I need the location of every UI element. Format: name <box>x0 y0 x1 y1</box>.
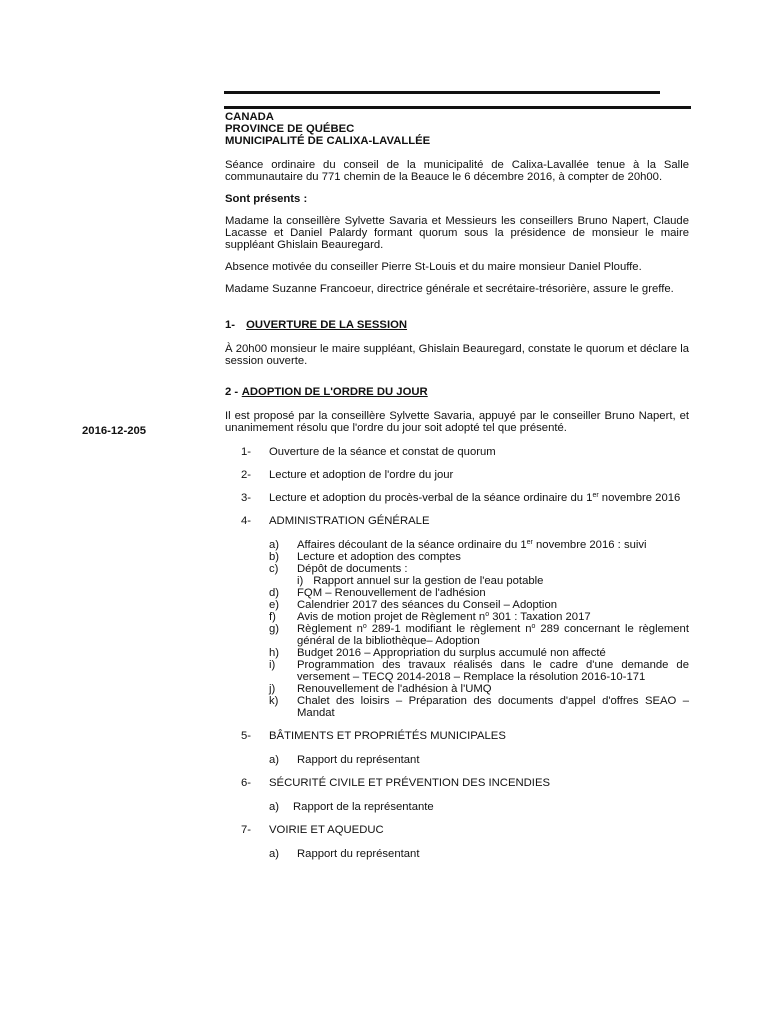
section-1-title: OUVERTURE DE LA SESSION <box>246 319 408 331</box>
header-block <box>225 111 689 147</box>
superscript: o <box>531 623 536 630</box>
agenda-number: 4- <box>241 515 252 527</box>
header-country: CANADA <box>225 111 274 123</box>
superscript: er <box>526 539 533 546</box>
sub-label: Règlement n <box>297 623 363 635</box>
sub-letter: h) <box>269 647 280 659</box>
sub-letter: a) <box>269 801 280 813</box>
section-2-number: 2 - <box>225 386 239 398</box>
document-body <box>225 111 689 871</box>
agenda-number: 1- <box>241 446 252 458</box>
superscript: o <box>362 623 367 630</box>
sub-item-k <box>269 695 689 719</box>
superscript: o <box>485 611 490 618</box>
sub-item-e <box>269 599 689 611</box>
section-2-title: ADOPTION DE L'ORDRE DU JOUR <box>241 386 428 398</box>
section-2-text: Il est proposé par la conseillère Sylvette Savaria, appuyé par le conseiller Bruno Napert, et unanimement résolu que l'ordre du jour soit adopté tel que présenté. <box>225 410 689 434</box>
sub-item-i <box>269 659 689 683</box>
agenda-7-sublist <box>269 848 689 860</box>
agenda-label: BÂTIMENTS ET PROPRIÉTÉS MUNICIPALES <box>269 730 506 742</box>
superscript: er <box>592 492 599 499</box>
sub-item-d <box>269 587 689 599</box>
sub-label-cont: 301 : Taxation 2017 <box>489 611 591 623</box>
sub-item-a <box>269 754 689 766</box>
sub-letter: d) <box>269 587 280 599</box>
sub-letter: g) <box>269 623 280 635</box>
top-rule-short <box>224 91 660 94</box>
sub-item-c <box>269 563 689 575</box>
sub-item-a <box>269 801 689 813</box>
sub-item-h <box>269 647 689 659</box>
sub-label: Lecture et adoption des comptes <box>297 551 461 563</box>
sub-letter: a) <box>269 848 280 860</box>
agenda-number: 5- <box>241 730 252 742</box>
agenda-item-2 <box>225 469 689 481</box>
agenda-label: Ouverture de la séance et constat de quorum <box>269 446 496 458</box>
sub-label-cont: novembre 2016 : suivi <box>532 539 647 551</box>
sub-item-a <box>269 848 689 860</box>
agenda-number: 7- <box>241 824 252 836</box>
sub-item-j <box>269 683 689 695</box>
sub-label: Avis de motion projet de Règlement n <box>297 611 486 623</box>
sub-letter: j) <box>269 683 276 695</box>
sub-label: Dépôt de documents : <box>297 563 408 575</box>
sub-letter: k) <box>269 695 279 707</box>
header-province: PROVINCE DE QUÉBEC <box>225 123 355 135</box>
sub-label-cont: 289 concernant le règlement général de la bibliothèque– Adoption <box>297 623 689 647</box>
agenda-number: 6- <box>241 777 252 789</box>
sub-label: FQM – Renouvellement de l'adhésion <box>297 587 486 599</box>
sub-letter: f) <box>269 611 276 623</box>
agenda-label: Lecture et adoption du procès-verbal de la séance ordinaire du 1 <box>269 492 593 504</box>
sub-item-c-i <box>269 575 689 587</box>
sub-label: Chalet des loisirs – Préparation des documents d'appel d'offres SEAO – Mandat <box>297 695 689 719</box>
sub-item-a <box>269 539 689 551</box>
sub-letter: c) <box>269 563 279 575</box>
greffe-paragraph: Madame Suzanne Francoeur, directrice générale et secrétaire-trésorière, assure le greffe. <box>225 283 674 295</box>
agenda-5-sublist <box>269 754 689 766</box>
agenda-label: SÉCURITÉ CIVILE ET PRÉVENTION DES INCENDIES <box>269 777 551 789</box>
resolution-number: 2016-12-205 <box>82 425 147 437</box>
agenda-label: ADMINISTRATION GÉNÉRALE <box>269 515 430 527</box>
section-2-heading <box>225 386 689 398</box>
sub-label: Calendrier 2017 des séances du Conseil – Adoption <box>297 599 558 611</box>
absence-paragraph: Absence motivée du conseiller Pierre St-Louis et du maire monsieur Daniel Plouffe. <box>225 261 642 273</box>
sub-letter: a) <box>269 539 280 551</box>
agenda-4-sublist <box>269 539 689 719</box>
top-rule-long <box>224 106 691 109</box>
sub-letter: i) <box>297 575 304 587</box>
sub-label: Budget 2016 – Appropriation du surplus accumulé non affecté <box>297 647 606 659</box>
agenda-label-cont: novembre 2016 <box>598 492 681 504</box>
sub-label: Rapport de la représentante <box>293 801 434 813</box>
sub-label-cont: 289-1 modifiant le règlement n <box>366 623 532 635</box>
agenda-item-7 <box>225 824 689 860</box>
agenda-item-3 <box>225 492 689 504</box>
sub-letter: i) <box>269 659 276 671</box>
section-1-number: 1- <box>225 319 236 331</box>
sub-label: Rapport du représentant <box>297 754 420 766</box>
agenda-label: Lecture et adoption de l'ordre du jour <box>269 469 454 481</box>
present-heading: Sont présents : <box>225 193 308 205</box>
agenda-list <box>225 446 689 860</box>
sub-label: Programmation des travaux réalisés dans le cadre d'une demande de versement – TECQ 2014-2018 – Remplace la résolution 2016-10-171 <box>297 659 689 683</box>
agenda-6-sublist <box>269 801 689 813</box>
agenda-item-1 <box>225 446 689 458</box>
section-1-text: À 20h00 monsieur le maire suppléant, Ghislain Beauregard, constate le quorum et déclare la session ouverte. <box>225 343 689 367</box>
sub-item-g <box>269 623 689 647</box>
agenda-item-6 <box>225 777 689 813</box>
agenda-item-5 <box>225 730 689 766</box>
sub-label: Affaires découlant de la séance ordinaire du 1 <box>297 539 527 551</box>
intro-paragraph: Séance ordinaire du conseil de la municipalité de Calixa-Lavallée tenue à la Salle communautaire du 771 chemin de la Beauce le 6 décembre 2016, à compter de 20h00. <box>225 159 689 183</box>
sub-item-b <box>269 551 689 563</box>
section-1-heading <box>225 319 689 331</box>
sub-label: Renouvellement de l'adhésion à l'UMQ <box>297 683 492 695</box>
sub-item-f <box>269 611 689 623</box>
agenda-item-4 <box>225 515 689 719</box>
sub-letter: a) <box>269 754 280 766</box>
present-paragraph: Madame la conseillère Sylvette Savaria et Messieurs les conseillers Bruno Napert, Claude Lacasse et Daniel Palardy formant quorum sous la présidence de monsieur le maire suppléant Ghislain Beauregard. <box>225 215 689 251</box>
agenda-number: 3- <box>241 492 252 504</box>
sub-letter: e) <box>269 599 280 611</box>
agenda-number: 2- <box>241 469 252 481</box>
sub-label: Rapport annuel sur la gestion de l'eau potable <box>313 575 544 587</box>
sub-letter: b) <box>269 551 280 563</box>
sub-label: Rapport du représentant <box>297 848 420 860</box>
header-municipality: MUNICIPALITÉ DE CALIXA-LAVALLÉE <box>225 135 431 147</box>
agenda-label: VOIRIE ET AQUEDUC <box>269 824 384 836</box>
